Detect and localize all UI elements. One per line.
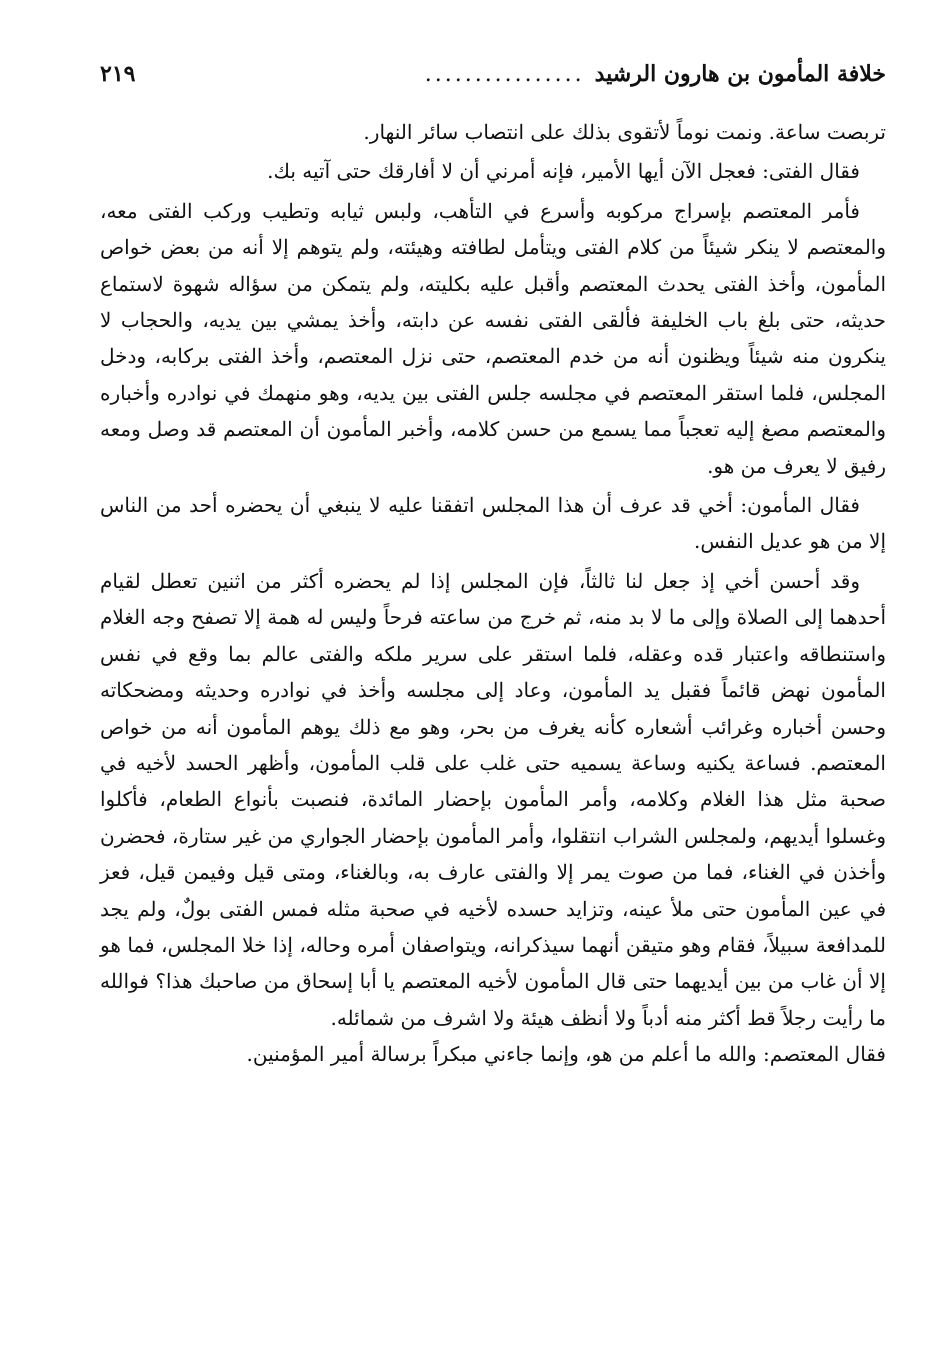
- paragraph: تربصت ساعة. ونمت نوماً لأتقوى بذلك على انتصاب سائر النهار.: [363, 120, 886, 144]
- page-number: ٢١٩: [100, 61, 136, 87]
- book-page: [100, 52, 886, 1073]
- paragraph: وقد أحسن أخي إذ جعل لنا ثالثاً، فإن المجلس إذا لم يحضره أكثر من اثنين تعطل لقيام أحدهما إلى الصلاة وإلى ما لا بد منه، ثم خرج من ساعته فرحاً وليس له همة إلا تصفح وجه الغلام واستنطاقه واعتبار قده وعقله، فلما استقر على سرير ملكه والفتى عالم بما وقع في نفس المأمون نهض قائماً فقبل يد المأمون، وعاد إلى مجلسه وأخذ في نوادره وحديثه ومضحكاته وحسن أخباره وغرائب أشعاره كأنه يغرف من بحر، وهو مع ذلك يوهم المأمون أنه من خواص المعتصم. فساعة يكنيه وساعة يسميه حتى غلب على قلب المأمون، وأظهر الحسد لأخيه في صحبة مثل هذا الغلام وكلامه، وأمر المأمون بإحضار المائدة، فنصبت بأنواع الطعام، فأكلوا وغسلوا أيديهم، ولمجلس الشراب انتقلوا، وأمر المأمون بإحضار الجواري من غير ستارة، فحضرن وأخذن في الغناء، فما من صوت يمر إلا والفتى عارف به، وبالغناء، ومتى قيل وفيمن قيل، فعز في عين المأمون حتى ملأ عينه، وتزايد حسده لأخيه في صحبة مثله فمس الفتى بولٌ، ولم يجد للمدافعة سبيلاً، فقام وهو متيقن أنهما سيذكرانه، ويتواصفان أمره وحاله، إذا خلا المجلس، فما هو إلا أن غاب من بين أيديهما حتى قال المأمون لأخيه المعتصم يا أبا إسحاق من صاحبك هذا؟ فوالله ما رأيت رجلاً قط أكثر منه أدباً ولا أنظف هيئة ولا اشرف من شمائله.: [100, 568, 886, 1030]
- running-header: [100, 52, 886, 96]
- body-text: [100, 114, 886, 1073]
- paragraph: فأمر المعتصم بإسراج مركوبه وأسرع في التأهب، ولبس ثيابه وتطيب وركب الفتى معه، والمعتصم لا ينكر شيئاً من كلام الفتى ويتأمل لطافته وهيئته، ولم يتوهم إلا أنه من بعض خواص المأمون، وأخذ الفتى يحدث المعتصم وأقبل عليه بكليته، ولم يتمكن من سؤاله شهوة لاستماع حديثه، حتى بلغ باب الخليفة فألقى الفتى نفسه عن دابته، وأخذ يمشي بين يديه، والحجاب لا ينكرون منه شيئاً ويظنون أنه من خدم المعتصم، حتى نزل المعتصم، وأخذ الفتى بركابه، ودخل المجلس، فلما استقر المعتصم في مجلسه جلس الفتى بين يديه، وهو منهمك في نوادره وأخباره والمعتصم مصغ إليه تعجباً مما يسمع من حسن كلامه، وأخبر المأمون أن المعتصم قد وصل ومعه رفيق لا يعرف من هو.: [100, 198, 887, 478]
- paragraph: فقال المأمون: أخي قد عرف أن هذا المجلس اتفقنا عليه لا ينبغي أن يحضره أحد من الناس إلا من هو عديل النفس.: [100, 493, 886, 554]
- header-title-group: [425, 52, 886, 97]
- header-leader-dots: ................: [424, 62, 585, 87]
- paragraph: فقال الفتى: فعجل الآن أيها الأمير، فإنه أمرني أن لا أفارقك حتى آتيه بك.: [267, 159, 860, 184]
- header-title: خلافة المأمون بن هارون الرشيد: [594, 61, 886, 87]
- paragraph: فقال المعتصم: والله ما أعلم من هو، وإنما جاءني مبكراً برسالة أمير المؤمنين.: [246, 1042, 886, 1067]
